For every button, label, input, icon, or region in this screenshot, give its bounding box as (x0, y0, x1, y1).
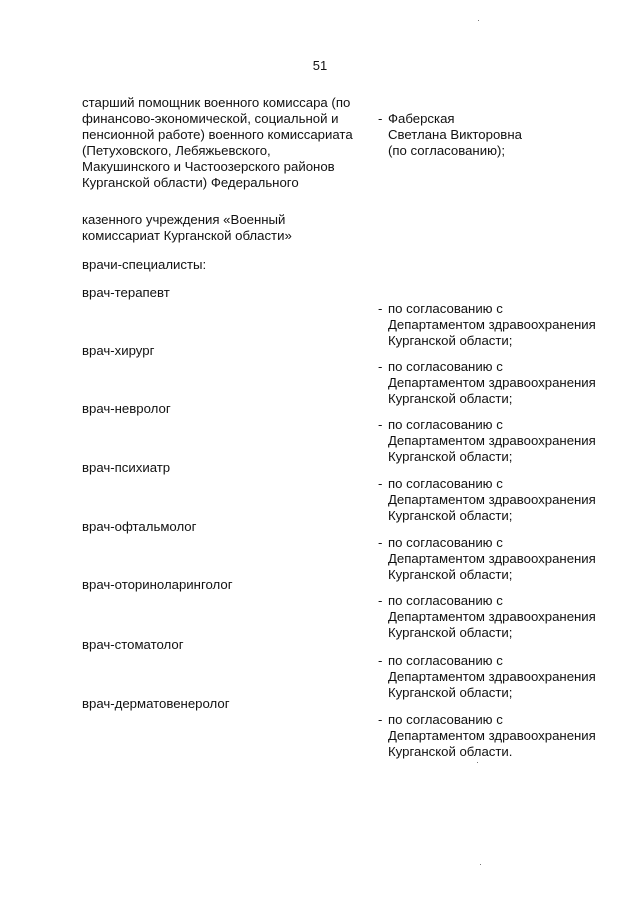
row-note-text-4: по согласованию с Департаментом здравоохранения Курганской области; (388, 476, 596, 523)
row-title-8: врач-дерматовенеролог (82, 696, 230, 711)
specialists-heading: врачи-специалисты: (82, 257, 207, 272)
row-note-text-5: по согласованию с Департаментом здравоохранения Курганской области; (388, 535, 596, 582)
dash-marker: - (378, 301, 383, 316)
intro-left-part-2: казенного учреждения «Военный комиссариат Курганской области» (82, 212, 292, 243)
row-title-3: врач-невролог (82, 401, 171, 416)
dash-marker: - (378, 476, 383, 491)
row-note-text-8: по согласованию с Департаментом здравоохранения Курганской области. (388, 712, 596, 759)
scan-dot (477, 762, 478, 763)
dash-marker: - (378, 712, 383, 727)
dash-marker: - (378, 111, 383, 126)
page-number: 51 (312, 58, 328, 73)
row-note-text-3: по согласованию с Департаментом здравоохранения Курганской области; (388, 417, 596, 464)
row-title-5: врач-офтальмолог (82, 519, 197, 534)
row-title-2: врач-хирург (82, 343, 155, 358)
intro-right-block (378, 95, 628, 175)
row-title-7: врач-стоматолог (82, 637, 184, 652)
row-note-8 (378, 696, 628, 776)
scan-dot (478, 20, 479, 21)
row-note-text-2: по согласованию с Департаментом здравоохранения Курганской области; (388, 359, 596, 406)
intro-right-text: Фаберская Светлана Викторовна (по согласованию); (388, 111, 522, 158)
row-title-1: врач-терапевт (82, 285, 170, 300)
dash-marker: - (378, 593, 383, 608)
dash-marker: - (378, 535, 383, 550)
row-note-text-7: по согласованию с Департаментом здравоохранения Курганской области; (388, 653, 596, 700)
intro-left-part-1: старший помощник военного комиссара (по финансово-экономической, социальной и пенсионной работе) военного комиссариата (Петуховского, Лебяжьевского, Макушинского и Частоозерского районов Курганской области) Федерального (82, 95, 353, 190)
row-title-4: врач-психиатр (82, 460, 171, 475)
row-note-text-1: по согласованию с Департаментом здравоохранения Курганской области; (388, 301, 596, 348)
row-title-6: врач-оториноларинголог (82, 577, 233, 592)
row-note-text-6: по согласованию с Департаментом здравоохранения Курганской области; (388, 593, 596, 640)
dash-marker: - (378, 653, 383, 668)
dash-marker: - (378, 359, 383, 374)
scan-dot (480, 864, 481, 865)
dash-marker: - (378, 417, 383, 432)
